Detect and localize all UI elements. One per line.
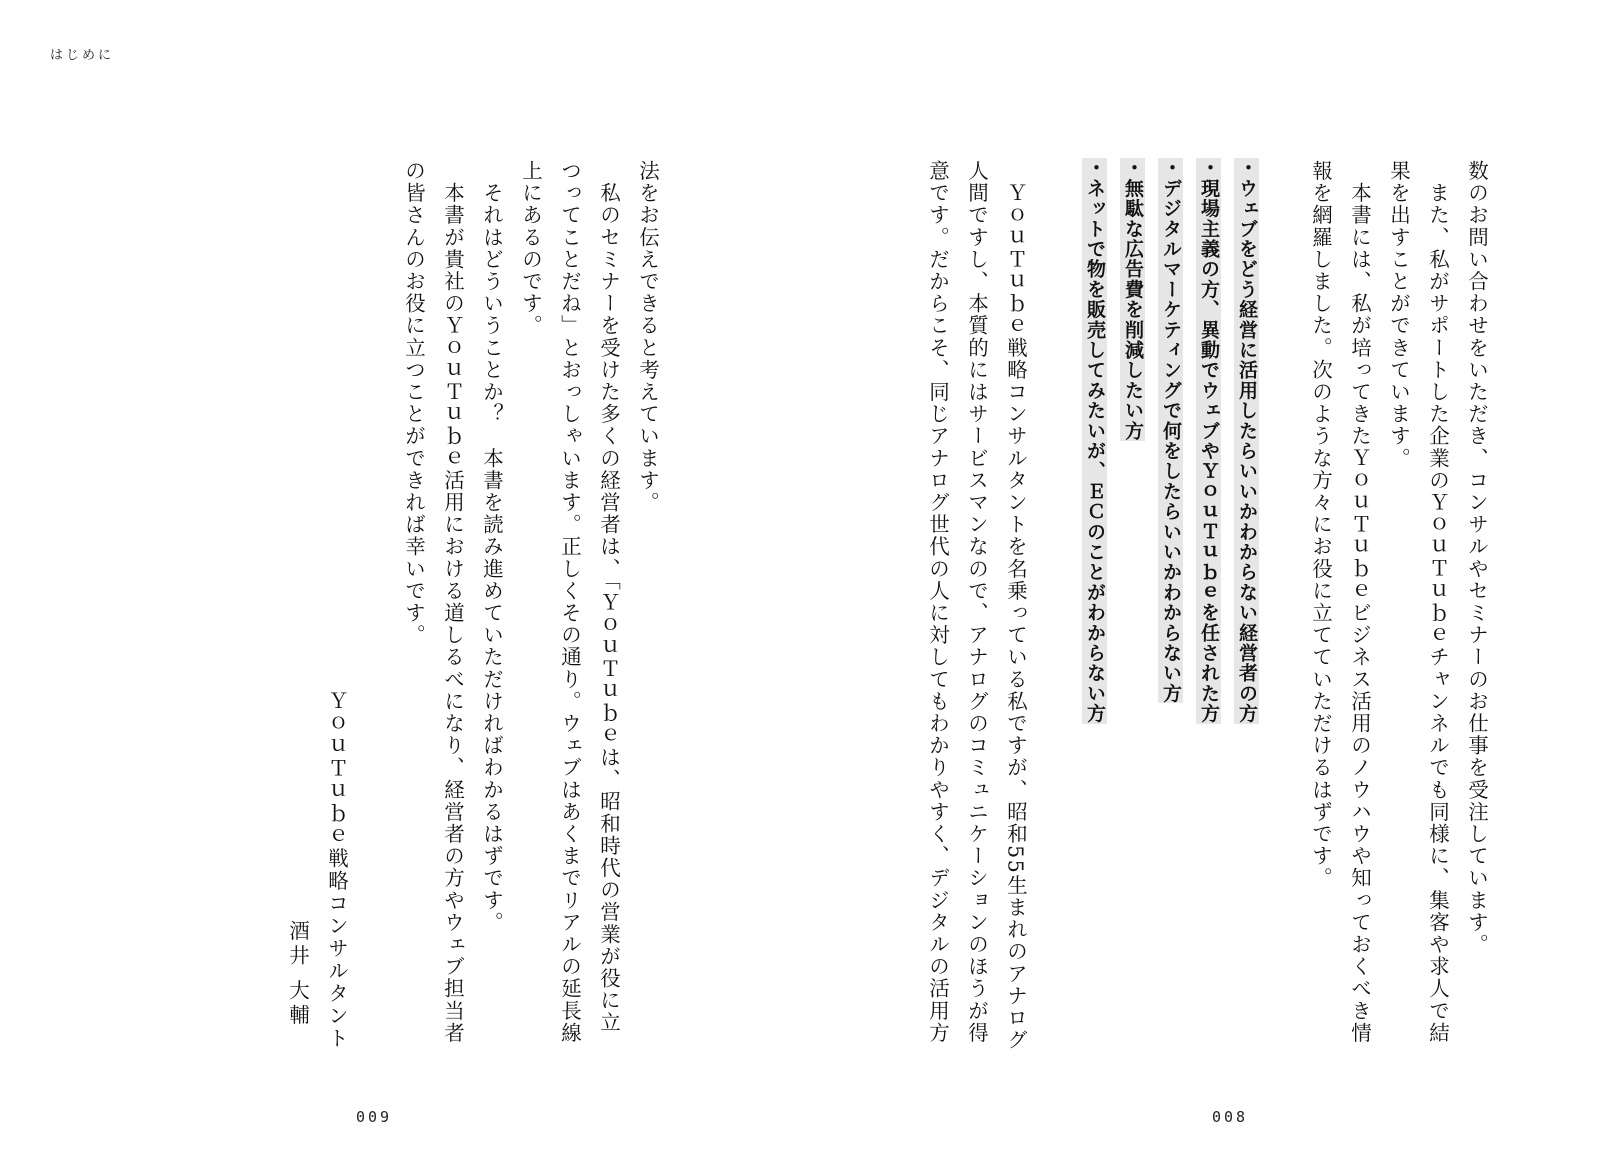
- signature-name: 酒井 大輔: [285, 920, 310, 1029]
- running-head: はじめに: [50, 48, 115, 63]
- body-line: 果を出すことができています。: [1386, 160, 1411, 470]
- body-line: 私のセミナーを受けた多くの経営者は、「ＹｏｕＴｕｂｅは、昭和時代の営業が役に立: [596, 160, 621, 1034]
- page-number: 008: [1212, 1108, 1249, 1126]
- bullet-item: ・ウェブをどう経営に活用したらいいかわからない経営者の方: [1236, 158, 1258, 724]
- body-line: また、私がサポートした企業のＹｏｕＴｕｂｅチャンネルでも同様に、集客や求人で結: [1425, 160, 1450, 1044]
- body-line: 上にあるのです。: [518, 160, 543, 337]
- body-line: の皆さんのお役に立つことができれば幸いです。: [401, 160, 426, 647]
- body-line: 人間ですし、本質的にはサービスマンなので、アナログのコミュニケーションのほうが得: [964, 160, 989, 1044]
- signature-title: ＹｏｕＴｕｂｅ戦略コンサルタント: [324, 690, 349, 1050]
- bullet-item: ・現場主義の方、異動でウェブやＹｏｕＴｕｂｅを任された方: [1198, 158, 1220, 724]
- bullet-item: ・デジタルマーケティングで何をしたらいいかわからない方: [1160, 158, 1182, 704]
- body-line: 数のお問い合わせをいただき、コンサルやセミナーのお仕事を受注しています。: [1464, 160, 1489, 956]
- body-line: つってことだね」とおっしゃいます。正しくその通り。ウェブはあくまでリアルの延長線: [557, 160, 582, 1044]
- body-line: 本書が貴社のＹｏｕＴｕｂｅ活用における道しるべになり、経営者の方やウェブ担当者: [440, 160, 465, 1044]
- page-number: 009: [356, 1108, 393, 1126]
- body-line: 報を網羅しました。次のような方々にお役に立てていただけるはずです。: [1308, 160, 1333, 890]
- body-line: 本書には、私が培ってきたＹｏｕＴｕｂｅビジネス活用のノウハウや知っておくべき情: [1347, 160, 1372, 1044]
- body-line: それはどういうことか？ 本書を読み進めていただければわかるはずです。: [479, 160, 504, 934]
- body-line: 意です。だからこそ、同じアナログ世代の人に対してもわかりやすく、デジタルの活用方: [925, 160, 950, 1044]
- body-line: 法をお伝えできると考えています。: [635, 160, 660, 514]
- bullet-item: ・無駄な広告費を削減したい方: [1122, 158, 1144, 441]
- bullet-item: ・ネットで物を販売してみたいが、ＥＣのことがわからない方: [1084, 158, 1106, 724]
- body-line: ＹｏｕＴｕｂｅ戦略コンサルタントを名乗っている私ですが、昭和55生まれのアナログ: [1003, 160, 1028, 1052]
